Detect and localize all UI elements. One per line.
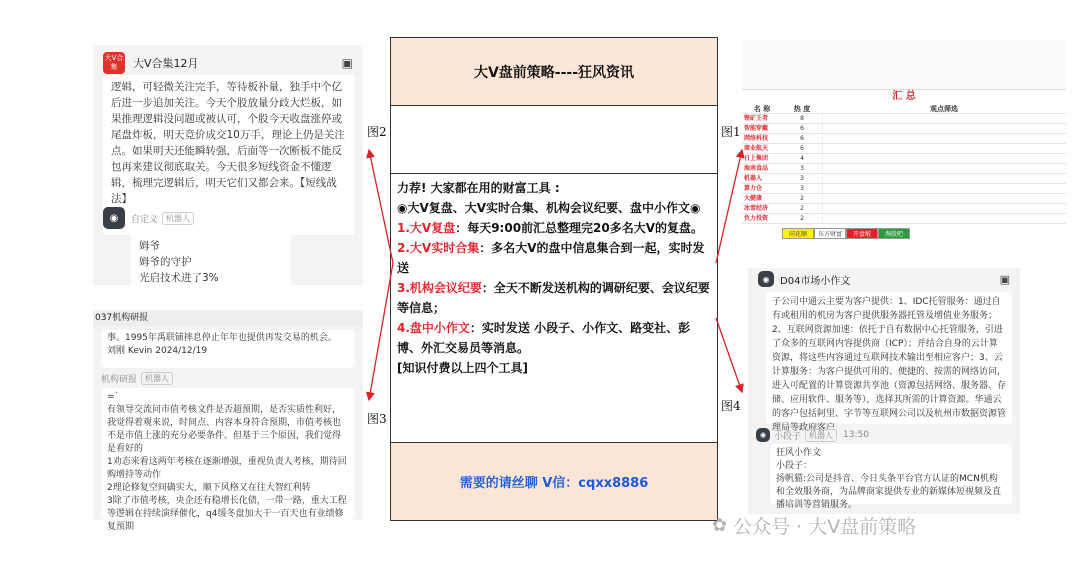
sender-row xyxy=(103,207,353,229)
figure-label-2: 图2 xyxy=(367,125,387,139)
chat-panel-institution-report xyxy=(93,310,363,532)
sheet-row-name: 商业航天 xyxy=(744,145,769,152)
short-essay-bubble xyxy=(770,444,1012,510)
sheet-row xyxy=(742,114,1066,124)
sheet-row-view xyxy=(822,194,1066,203)
legend-cell: 同花顺 xyxy=(782,228,814,239)
promo-intro: 力荐! 大家都在用的财富工具 : xyxy=(397,181,560,195)
essay-line: 扬帆猫:公司是抖音、今日头条平台官方认证的MCN机构和全效服务商，为品牌商家提供专业的新媒体短视频及直播培训等营销服务。 xyxy=(776,474,1002,510)
contact-text[interactable]: 需要的请丝聊 V信：cqxx8886 xyxy=(459,476,649,491)
essay-line: 小段子： xyxy=(776,461,813,471)
sheet-row-name: 海南食品 xyxy=(744,165,769,172)
sheet-row-heat: 8 xyxy=(800,115,804,122)
promo-item: 1.大V复盘：每天9:00前汇总整理完20多名大V的复盘。 xyxy=(397,221,704,235)
sheet-row xyxy=(742,214,1066,224)
sheet-row-name: 算力仓 xyxy=(744,185,763,192)
sheet-row xyxy=(742,164,1066,174)
sheet-row-name: 智能穿戴 xyxy=(744,125,769,132)
bot-avatar-icon: ◉ xyxy=(758,271,774,287)
robot-tag: 机器人 xyxy=(141,372,173,385)
sheet-row-view xyxy=(822,154,1066,163)
arrow-to-fig1 xyxy=(716,150,742,263)
promo-body xyxy=(391,174,717,442)
sheet-row-name: 日上集团 xyxy=(744,155,769,162)
reply-bubble xyxy=(131,233,291,291)
promo-title: 大V盘前策略----狂风资讯 xyxy=(473,64,635,81)
sheet-row-heat: 2 xyxy=(800,195,804,202)
sheet-summary-title: 汇 总 xyxy=(892,91,916,102)
watermark-text: 公众号 · 大V盘前策略 xyxy=(733,516,917,538)
sender-row xyxy=(93,372,363,385)
sheet-row-heat: 6 xyxy=(800,135,804,142)
top-message-text: 事。1995年禹联铺摔息停止年年也提供再发交易的机会。 xyxy=(107,333,337,343)
chat-title: D04市场小作文 xyxy=(780,275,851,287)
sheet-row-view xyxy=(822,204,1066,213)
reply-line: 姆爷的守护 xyxy=(139,256,192,268)
figure-label-1: 图1 xyxy=(721,125,741,139)
group-avatar: 大V合集 xyxy=(103,52,125,74)
sheet-row-view xyxy=(822,134,1066,143)
column-header: 观点筛选 xyxy=(930,105,958,113)
sheet-row-view xyxy=(822,144,1066,153)
sheet-row-view xyxy=(822,214,1066,223)
sender-name: 自定义 xyxy=(131,214,159,225)
promo-spacer xyxy=(391,106,717,174)
wechat-icon: ✿ xyxy=(712,515,728,536)
report-bubble xyxy=(101,388,355,532)
promo-title-bar xyxy=(391,38,717,106)
sheet-row xyxy=(742,204,1066,214)
sheet-row-view xyxy=(822,184,1066,193)
report-line: 有领导交流问市值考核文件是否超预期，是否实质性利好，我觉得着观来说，时间点、内容本身符合预期，市值考核也不是市值上涨的充分必要条件。但基于三个原因，我们觉得是看好的 xyxy=(107,405,342,454)
group-info-icon[interactable]: ▣ xyxy=(999,272,1010,286)
sheet-row-name: 锂矿王者 xyxy=(744,115,769,122)
legend-row xyxy=(782,228,1066,239)
figure-label-4: 图4 xyxy=(721,399,741,413)
legend-cell: 开盘啦 xyxy=(846,228,878,239)
top-message-sign: 刘刚 Kevin 2024/12/19 xyxy=(107,346,208,356)
bot-avatar-icon: ◉ xyxy=(756,428,770,442)
sheet-row-name: 大健康 xyxy=(744,195,763,202)
message-time: 13:50 xyxy=(843,430,869,440)
message-text: 逻辑，可轻微关注完手，等待板补量，独手中个亿后进一步追加关注。今天个股放量分歧大烂板，如果推理逻辑没问题或被认可，个股今天收盘涨停或尾盘炸板，明天竞价成交10万手，理论上仍是关注点。如果明天还能瞬转强，后面等一次断板不能反包再来建议彻底取关。今天很多短线资金不懂逻辑，梳理完逻辑后，明天它们又都会来。【短线战法】 xyxy=(111,81,345,205)
summary-sheet xyxy=(742,40,1066,255)
column-header: 名 称 xyxy=(753,105,771,113)
legend-cell: 东方财富 xyxy=(814,228,846,239)
figure-label-3: 图3 xyxy=(367,412,387,426)
reply-line: 光启技术进了3% xyxy=(139,272,219,284)
chat-panel-dav-collection xyxy=(93,45,363,285)
sheet-row-name: 机器人 xyxy=(744,175,763,182)
sheet-row xyxy=(742,134,1066,144)
sheet-row-heat: 6 xyxy=(800,145,804,152)
chat-header xyxy=(748,268,1020,290)
report-line: 3除了市值考核，央企还有稳增长化债，一带一路，重大工程等逻辑在持续演绎催化，q4缓冬盘加大干一百天也有业绩修复预期 xyxy=(107,496,347,532)
promo-box xyxy=(390,37,718,521)
sheet-row-view xyxy=(822,174,1066,183)
sheet-row-view xyxy=(822,114,1066,123)
sheet-row-view xyxy=(822,124,1066,133)
sheet-row xyxy=(742,154,1066,164)
robot-tag: 机器人 xyxy=(805,429,837,442)
reply-block xyxy=(103,207,353,291)
sheet-header-row xyxy=(742,104,1066,114)
essay-bubble xyxy=(766,292,1012,433)
report-line: 1劝态来看这两年考核在逐渐增强，重视负责人考核，期待回购增持等动作 xyxy=(107,457,347,480)
sheet-top-block xyxy=(742,40,1066,90)
report-line: =` xyxy=(107,392,120,402)
bot-avatar-icon: ◉ xyxy=(103,207,125,229)
sheet-row-heat: 3 xyxy=(800,185,804,192)
promo-footer-note: [知识付费以上四个工具] xyxy=(397,361,528,375)
robot-tag: 机器人 xyxy=(162,212,194,225)
sheet-row-name: 网络科技 xyxy=(744,135,769,142)
sheet-row-view xyxy=(822,164,1066,173)
sheet-row xyxy=(742,174,1066,184)
sheet-row xyxy=(742,144,1066,154)
sheet-row-heat: 4 xyxy=(800,155,804,162)
chat-panel-market-essay xyxy=(748,268,1020,514)
sheet-row xyxy=(742,194,1066,204)
sheet-row-heat: 6 xyxy=(800,125,804,132)
sheet-row-heat: 3 xyxy=(800,175,804,182)
sheet-rows xyxy=(742,114,1066,224)
promo-item: 2.大V实时合集：多名大V的盘中信息集合到一起，实时发送 xyxy=(397,241,705,275)
column-header: 热 度 xyxy=(793,105,811,113)
sheet-row-heat: 2 xyxy=(800,215,804,222)
essay-line: 狂风小作文 xyxy=(776,448,822,458)
sheet-row-name: 冰雪经济 xyxy=(744,205,769,212)
report-line: 2理论修复空间确实大，顺下风格又在往大智红利转 xyxy=(107,483,311,493)
top-message xyxy=(101,330,355,368)
watermark xyxy=(712,512,916,539)
sheet-row-heat: 3 xyxy=(800,165,804,172)
promo-item: 4.盘中小作文：实时发送 小段子、小作文、路变社、彭博、外汇交易员等消息。 xyxy=(397,321,691,355)
sheet-row-heat: 2 xyxy=(800,205,804,212)
sender-name: 小段子 xyxy=(774,431,802,442)
sheet-row-name: 负力投资 xyxy=(744,215,769,222)
promo-tools-line: ◉大V复盘、大V实时合集、机构会议纪要、盘中小作文◉ xyxy=(397,201,701,215)
sheet-row xyxy=(742,184,1066,194)
group-info-icon[interactable]: ▣ xyxy=(341,56,353,70)
chat-title: 大V合集12月 xyxy=(133,57,199,70)
contact-bar xyxy=(391,442,717,520)
arrow-to-fig4 xyxy=(716,318,742,392)
promo-item: 3.机构会议纪要：全天不断发送机构的调研纪要、会议纪要等信息； xyxy=(397,281,710,315)
chat-title: 037机构研报 xyxy=(93,310,363,326)
reply-line: 姆爷 xyxy=(139,240,160,252)
sender-name: 机构研报 xyxy=(101,375,138,385)
sheet-row xyxy=(742,124,1066,134)
essay-text: 子公司中通云主要为客户提供：1、IDC托管服务：通过自有或租用的机房为客户提供服务器托管及增值业务服务；2、互联网资源加速：依托于自有数据中心托管服务，引进了众多的互联网内容提供商（ICP）；并结合自身的云计算资源，将这些内容通过互联网技术输出至相应客户；3、云计算服务：为客户提供可用的、便捷的、按需的网络访问，进入可配置的计算资源共享池（资源包括网络、服务器、存储、应用软件、服务等），选择其所需的计算资源。华通云的客户包括阿里、字节等互联网公司以及杭州市数据资源管理局等政府客户 xyxy=(772,297,1007,433)
legend-cell: 淘股吧 xyxy=(878,228,910,239)
